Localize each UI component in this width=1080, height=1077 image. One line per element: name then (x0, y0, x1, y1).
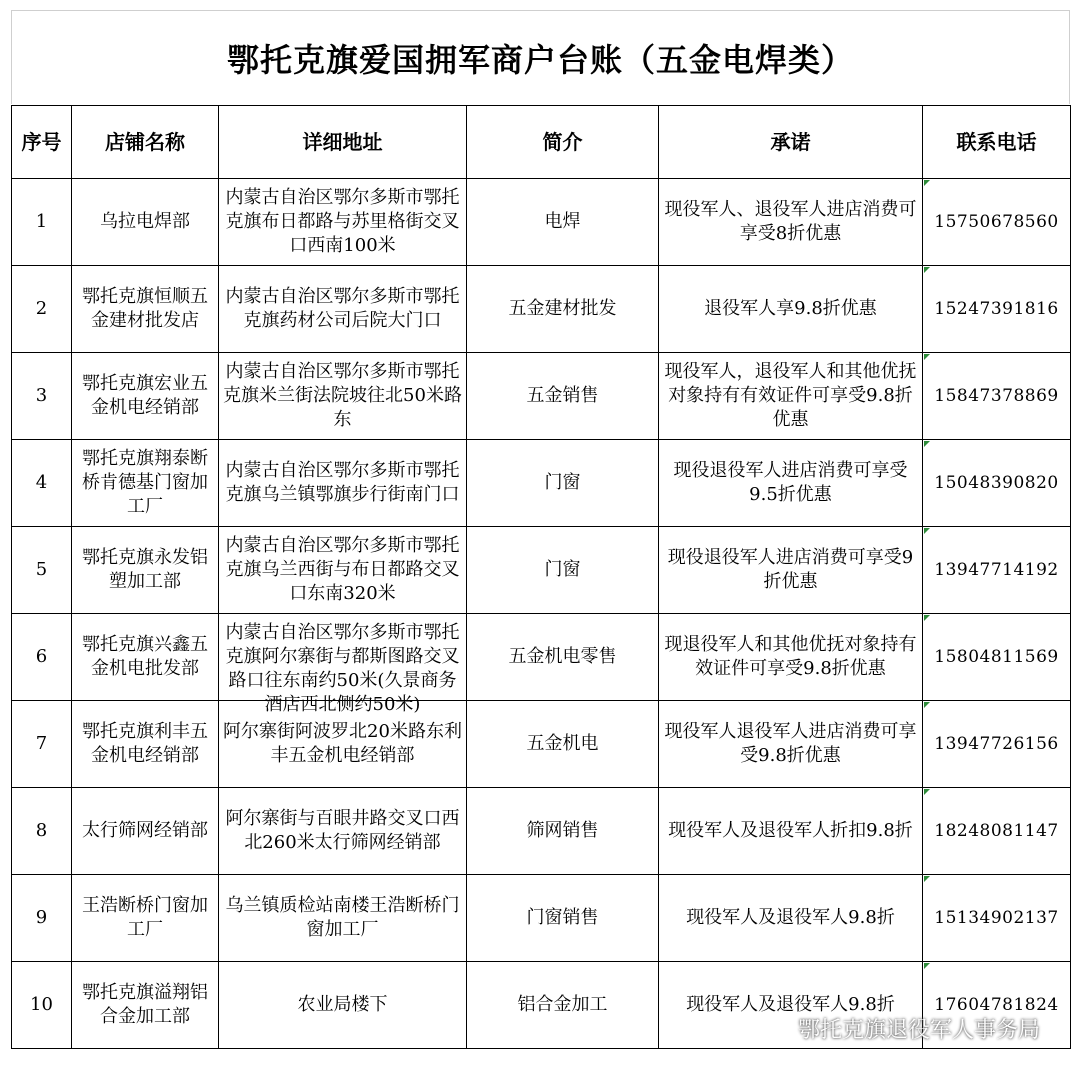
merchant-table (11, 105, 1071, 1049)
cell-no-text: 1 (35, 211, 48, 232)
cell-intro-text: 五金机电 (526, 733, 599, 754)
cell-name (72, 962, 219, 1049)
cell-intro (467, 527, 659, 614)
cell-phone-text: 13947726156 (934, 734, 1059, 754)
cell-phone-text: 13947714192 (934, 560, 1059, 580)
cell-promise (659, 788, 923, 875)
cell-intro-text: 五金机电零售 (508, 646, 617, 667)
cell-name-text: 鄂托克旗翔泰断桥肯德基门窗加工厂 (82, 448, 208, 517)
cell-promise-text: 现退役军人和其他优抚对象持有效证件可享受9.8折优惠 (664, 634, 917, 679)
header-address: 详细地址 (219, 106, 467, 179)
cell-promise (659, 527, 923, 614)
cell-phone-text: 18248081147 (934, 821, 1059, 841)
cell-name (72, 875, 219, 962)
cell-no (12, 788, 72, 875)
cell-promise-text: 现役退役军人进店消费可享受9.5折优惠 (673, 460, 908, 505)
cell-name-text: 鄂托克旗利丰五金机电经销部 (82, 721, 208, 766)
cell-address-text: 内蒙古自治区鄂尔多斯市鄂托克旗药材公司后院大门口 (225, 286, 460, 331)
table-row (12, 440, 1071, 527)
cell-name-text: 鄂托克旗溢翔铝合金加工部 (82, 982, 208, 1027)
cell-promise-text: 现役退役军人进店消费可享受9折优惠 (667, 547, 914, 592)
table-row (12, 527, 1071, 614)
watermark-text: 鄂托克旗退役军人事务局 (797, 1018, 1040, 1043)
cell-no-text: 3 (35, 385, 48, 406)
cell-intro (467, 875, 659, 962)
cell-address (219, 440, 467, 527)
cell-no-text: 8 (35, 820, 48, 841)
cell-phone (923, 527, 1071, 614)
cell-promise-text: 现役军人及退役军人9.8折 (686, 994, 895, 1015)
cell-address (219, 266, 467, 353)
cell-promise-text: 现役军人，退役军人和其他优抚对象持有有效证件可享受9.8折优惠 (664, 361, 917, 430)
cell-intro (467, 353, 659, 440)
cell-promise (659, 179, 923, 266)
cell-no (12, 353, 72, 440)
cell-promise (659, 266, 923, 353)
cell-no-text: 2 (35, 298, 48, 319)
cell-name-text: 太行筛网经销部 (82, 820, 208, 841)
cell-address (219, 875, 467, 962)
cell-no-text: 9 (35, 907, 48, 928)
cell-intro-text: 门窗 (544, 472, 581, 493)
cell-phone (923, 875, 1071, 962)
cell-phone-text: 15750678560 (934, 212, 1059, 232)
cell-promise-text: 退役军人享9.8折优惠 (704, 298, 877, 319)
cell-address-text: 内蒙古自治区鄂尔多斯市鄂托克旗米兰街法院坡往北50米路东 (223, 361, 462, 430)
cell-no-text: 4 (35, 472, 48, 493)
cell-intro (467, 266, 659, 353)
cell-phone-text: 15804811569 (934, 647, 1059, 667)
cell-name (72, 614, 219, 701)
cell-promise (659, 440, 923, 527)
cell-phone (923, 788, 1071, 875)
cell-name-text: 鄂托克旗宏业五金机电经销部 (82, 373, 208, 418)
header-no: 序号 (12, 106, 72, 179)
cell-no-text: 7 (35, 733, 48, 754)
cell-no (12, 266, 72, 353)
cell-address-text: 阿尔寨街阿波罗北20米路东利丰五金机电经销部 (223, 721, 462, 766)
cell-name (72, 440, 219, 527)
cell-no (12, 701, 72, 788)
cell-name (72, 266, 219, 353)
cell-phone (923, 179, 1071, 266)
cell-no (12, 962, 72, 1049)
cell-intro-text: 铝合金加工 (517, 994, 608, 1015)
cell-name-text: 鄂托克旗兴鑫五金机电批发部 (82, 634, 208, 679)
table-row (12, 179, 1071, 266)
cell-intro (467, 701, 659, 788)
cell-phone-text: 15247391816 (934, 299, 1059, 319)
cell-no-text: 6 (35, 646, 48, 667)
cell-intro-text: 筛网销售 (526, 820, 599, 841)
cell-name (72, 527, 219, 614)
cell-name (72, 788, 219, 875)
cell-address (219, 788, 467, 875)
cell-name-text: 鄂托克旗永发铝塑加工部 (82, 547, 208, 592)
cell-address-text: 阿尔寨街与百眼井路交叉口西北260米太行筛网经销部 (225, 808, 460, 853)
cell-address (219, 962, 467, 1049)
cell-intro (467, 962, 659, 1049)
cell-no (12, 179, 72, 266)
page-title: 鄂托克旗爱国拥军商户台账（五金电焊类） (226, 40, 854, 79)
cell-intro-text: 门窗 (544, 559, 581, 580)
header-intro: 简介 (467, 106, 659, 179)
cell-phone (923, 614, 1071, 701)
cell-phone (923, 440, 1071, 527)
table-row (12, 875, 1071, 962)
cell-address (219, 353, 467, 440)
cell-no (12, 614, 72, 701)
cell-name-text: 王浩断桥门窗加工厂 (82, 895, 208, 940)
cell-address (219, 179, 467, 266)
cell-intro-text: 五金销售 (526, 385, 599, 406)
cell-address-text: 乌兰镇质检站南楼王浩断桥门窗加工厂 (225, 895, 460, 940)
cell-name (72, 353, 219, 440)
cell-phone-text: 17604781824 (934, 995, 1059, 1015)
cell-phone-text: 15134902137 (934, 908, 1059, 928)
header-name: 店铺名称 (72, 106, 219, 179)
cell-no (12, 440, 72, 527)
cell-phone (923, 353, 1071, 440)
table-row (12, 701, 1071, 788)
cell-phone-text: 15847378869 (934, 386, 1059, 406)
watermark (762, 1013, 1040, 1044)
cell-address-text: 内蒙古自治区鄂尔多斯市鄂托克旗阿尔寨街与都斯图路交叉路口往东南约50米(久景商务酒店西北侧约50米) (225, 622, 460, 715)
cell-promise-text: 现役军人及退役军人折扣9.8折 (668, 820, 913, 841)
cell-promise (659, 875, 923, 962)
cell-phone (923, 701, 1071, 788)
cell-address (219, 527, 467, 614)
cell-no-text: 10 (30, 994, 53, 1015)
title-box (11, 10, 1070, 104)
cell-intro (467, 614, 659, 701)
cell-intro (467, 179, 659, 266)
cell-address-text: 农业局楼下 (297, 994, 388, 1015)
cell-name (72, 179, 219, 266)
header-promise: 承诺 (659, 106, 923, 179)
cell-promise-text: 现役军人退役军人进店消费可享受9.8折优惠 (664, 721, 917, 766)
cell-no (12, 875, 72, 962)
cell-intro-text: 电焊 (544, 211, 581, 232)
cell-no (12, 527, 72, 614)
table-header-row (12, 106, 1071, 179)
cell-address-text: 内蒙古自治区鄂尔多斯市鄂托克旗乌兰镇鄂旗步行街南门口 (225, 460, 460, 505)
cell-address-text: 内蒙古自治区鄂尔多斯市鄂托克旗乌兰西街与布日都路交叉口东南320米 (225, 535, 460, 604)
table-row (12, 353, 1071, 440)
cell-promise-text: 现役军人及退役军人9.8折 (686, 907, 895, 928)
cell-intro (467, 788, 659, 875)
table-row (12, 266, 1071, 353)
cell-intro-text: 门窗销售 (526, 907, 599, 928)
cell-address-text: 内蒙古自治区鄂尔多斯市鄂托克旗布日都路与苏里格街交叉口西南100米 (225, 187, 460, 256)
cell-intro (467, 440, 659, 527)
cell-name-text: 乌拉电焊部 (100, 211, 190, 232)
cell-promise (659, 353, 923, 440)
cell-no-text: 5 (35, 559, 48, 580)
header-phone: 联系电话 (923, 106, 1071, 179)
cell-phone (923, 266, 1071, 353)
ledger-sheet (11, 10, 1070, 1068)
cell-phone-text: 15048390820 (934, 473, 1059, 493)
cell-promise (659, 701, 923, 788)
cell-name-text: 鄂托克旗恒顺五金建材批发店 (82, 286, 208, 331)
cell-address (219, 614, 467, 715)
cell-intro-text: 五金建材批发 (508, 298, 617, 319)
cell-promise (659, 614, 923, 701)
table-row (12, 614, 1071, 701)
cell-name (72, 701, 219, 788)
cell-promise-text: 现役军人、退役军人进店消费可享受8折优惠 (664, 199, 917, 244)
table-row (12, 788, 1071, 875)
wechat-icon (762, 1017, 792, 1041)
